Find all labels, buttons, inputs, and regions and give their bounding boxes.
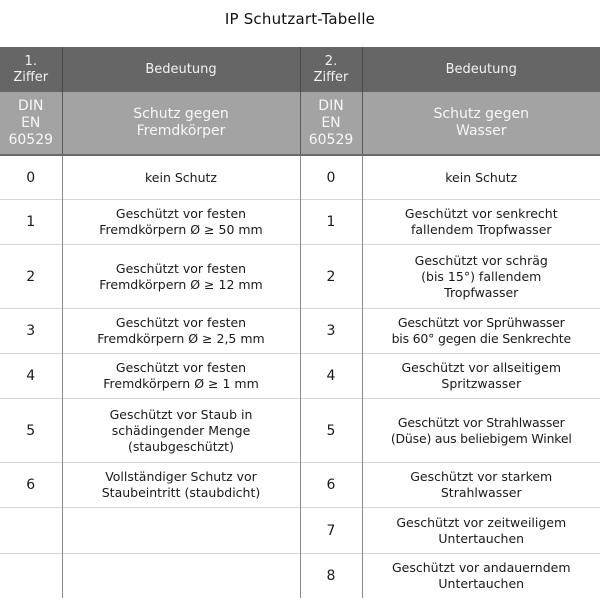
second-digit: 7: [300, 508, 362, 554]
water-meaning: Geschützt vor andauerndem Untertauchen: [362, 554, 600, 599]
solids-meaning: kein Schutz: [62, 155, 300, 200]
page-title: IP Schutzart-Tabelle: [224, 10, 376, 28]
water-meaning: Geschützt vor senkrecht fallendem Tropfwasser: [362, 200, 600, 245]
table-row: [0, 155, 600, 200]
water-meaning: Geschützt vor zeitweiligem Untertauchen: [362, 508, 600, 554]
table-row: [0, 399, 600, 463]
subheader-norm-2: DIN EN 60529: [300, 92, 362, 155]
solids-meaning: Geschützt vor festen Fremdkörpern Ø ≥ 50 mm: [62, 200, 300, 245]
table-row: [0, 354, 600, 399]
subheader-water: Schutz gegen Wasser: [362, 92, 600, 155]
first-digit: 3: [0, 309, 62, 354]
water-meaning: kein Schutz: [362, 155, 600, 200]
second-digit: 4: [300, 354, 362, 399]
second-digit: 5: [300, 399, 362, 463]
water-meaning: Geschützt vor allseitigem Spritzwasser: [362, 354, 600, 399]
first-digit: 1: [0, 200, 62, 245]
water-meaning: Geschützt vor starkem Strahlwasser: [362, 463, 600, 508]
first-digit: 5: [0, 399, 62, 463]
first-digit: 2: [0, 245, 62, 309]
water-meaning: Geschützt vor Strahlwasser (Düse) aus beliebigem Winkel: [362, 399, 600, 463]
solids-meaning: Geschützt vor festen Fremdkörpern Ø ≥ 1 mm: [62, 354, 300, 399]
table-row: [0, 245, 600, 309]
second-digit: 2: [300, 245, 362, 309]
second-digit: 6: [300, 463, 362, 508]
solids-meaning: Geschützt vor Staub in schädingender Menge (staubgeschützt): [62, 399, 300, 463]
second-digit: 0: [300, 155, 362, 200]
solids-meaning: Geschützt vor festen Fremdkörpern Ø ≥ 2,5 mm: [62, 309, 300, 354]
first-digit: 4: [0, 354, 62, 399]
header-meaning-water: Bedeutung: [362, 47, 600, 92]
table-row: [0, 309, 600, 354]
solids-meaning: Vollständiger Schutz vor Staubeintritt (staubdicht): [62, 463, 300, 508]
table-row: [0, 200, 600, 245]
solids-meaning: [62, 508, 300, 554]
water-meaning: Geschützt vor schräg (bis 15°) fallendem Tropfwasser: [362, 245, 600, 309]
second-digit: 8: [300, 554, 362, 599]
solids-meaning: Geschützt vor festen Fremdkörpern Ø ≥ 12 mm: [62, 245, 300, 309]
solids-meaning: [62, 554, 300, 599]
header-first-digit: 1. Ziffer: [0, 47, 62, 92]
table-row: [0, 463, 600, 508]
subheader-solids: Schutz gegen Fremdkörper: [62, 92, 300, 155]
first-digit: [0, 554, 62, 599]
header-second-digit: 2. Ziffer: [300, 47, 362, 92]
subheader-row: [0, 92, 600, 155]
table-row: [0, 508, 600, 554]
ip-protection-table: [0, 47, 600, 598]
first-digit: 6: [0, 463, 62, 508]
second-digit: 1: [300, 200, 362, 245]
water-meaning: Geschützt vor Sprühwasser bis 60° gegen die Senkrechte: [362, 309, 600, 354]
table-row: [0, 554, 600, 599]
header-row: [0, 47, 600, 92]
second-digit: 3: [300, 309, 362, 354]
subheader-norm-1: DIN EN 60529: [0, 92, 62, 155]
first-digit: [0, 508, 62, 554]
header-meaning-solids: Bedeutung: [62, 47, 300, 92]
first-digit: 0: [0, 155, 62, 200]
